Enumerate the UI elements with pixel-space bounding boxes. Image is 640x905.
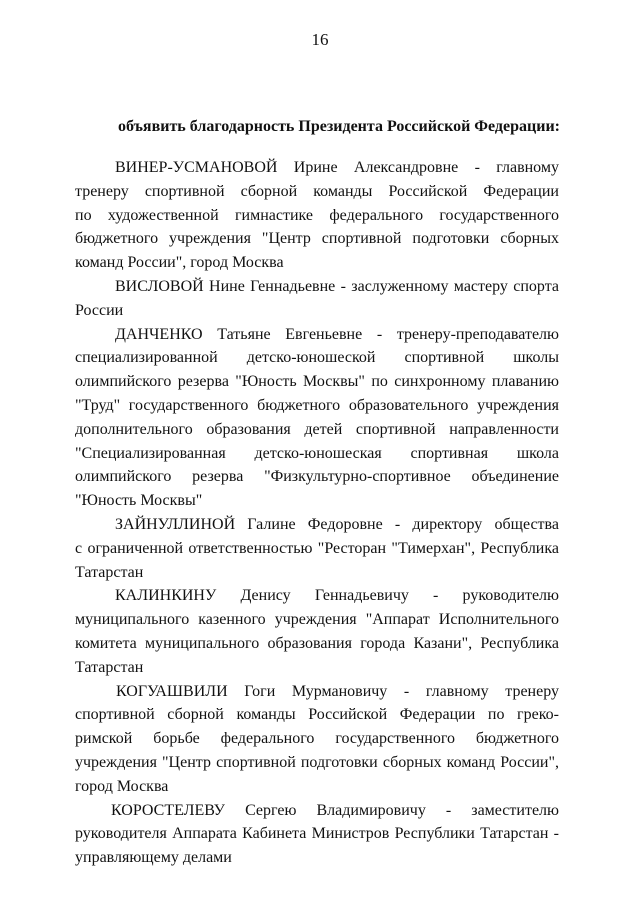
entry-line: команд России", город Москва (75, 254, 284, 272)
entry-line: КАЛИНКИНУ Денису Геннадьевичу - руководителю (115, 587, 559, 605)
award-entry (75, 799, 559, 870)
page-heading: объявить благодарность Президента Российской Федерации: (118, 118, 560, 135)
award-entry (75, 156, 559, 275)
entry-line: муниципального казенного учреждения "Аппарат Исполнительного (75, 611, 559, 629)
entry-line: тренеру спортивной сборной команды Российской Федерации (75, 182, 559, 200)
entry-line: комитета муниципального образования города Казани", Республика (75, 634, 559, 652)
entry-line: олимпийского резерва "Физкультурно-спортивное объединение (75, 468, 559, 486)
entry-line: спортивной сборной команды Российской Федерации по греко- (75, 706, 559, 724)
entry-line: специализированной детско-юношеской спортивной школы (75, 349, 559, 367)
entry-line: КОГУАШВИЛИ Гоги Мурмановичу - главному тренеру (116, 682, 559, 700)
award-entry (75, 275, 559, 323)
entry-line: дополнительного образования детей спортивной направленности (75, 420, 559, 438)
entry-line: город Москва (75, 777, 169, 795)
entry-line: управляющему делами (75, 849, 232, 867)
document-body (75, 156, 559, 870)
entry-line: римской борьбе федерального государственного бюджетного (75, 730, 559, 748)
page-number: 16 (311, 30, 329, 49)
entry-line: олимпийского резерва "Юность Москвы" по синхронному плаванию (75, 373, 559, 391)
entry-line: ВИСЛОВОЙ Нине Геннадьевне - заслуженному мастеру спорта (115, 277, 559, 295)
entry-line: по художественной гимнастике федерального государственного (75, 206, 559, 224)
entry-line: руководителя Аппарата Кабинета Министров Республики Татарстан - (75, 825, 559, 843)
entry-line: "Специализированная детско-юношеская спортивная школа (75, 444, 559, 462)
entry-line: Татарстан (75, 658, 144, 676)
entry-line: бюджетного учреждения "Центр спортивной подготовки сборных (75, 230, 559, 248)
entry-line: ДАНЧЕНКО Татьяне Евгеньевне - тренеру-преподавателю (115, 325, 559, 343)
entry-line: "Труд" государственного бюджетного образовательного учреждения (75, 396, 559, 414)
entry-line: ЗАЙНУЛЛИНОЙ Галине Федоровне - директору общества (115, 515, 559, 533)
entry-line: Татарстан (75, 563, 144, 581)
award-entry (75, 323, 559, 513)
entry-line: КОРОСТЕЛЕВУ Сергею Владимировичу - заместителю (111, 801, 559, 819)
entry-line: учреждения "Центр спортивной подготовки сборных команд России", (75, 753, 559, 771)
entry-line: ВИНЕР-УСМАНОВОЙ Ирине Александровне - главному (115, 159, 559, 176)
award-entry (75, 680, 559, 799)
entry-line: "Юность Москвы" (75, 492, 203, 510)
award-entry (75, 584, 559, 679)
entry-line: России (75, 301, 124, 319)
award-entry (75, 513, 559, 584)
entry-line: с ограниченной ответственностью "Ресторан "Тимерхан", Республика (75, 539, 559, 557)
